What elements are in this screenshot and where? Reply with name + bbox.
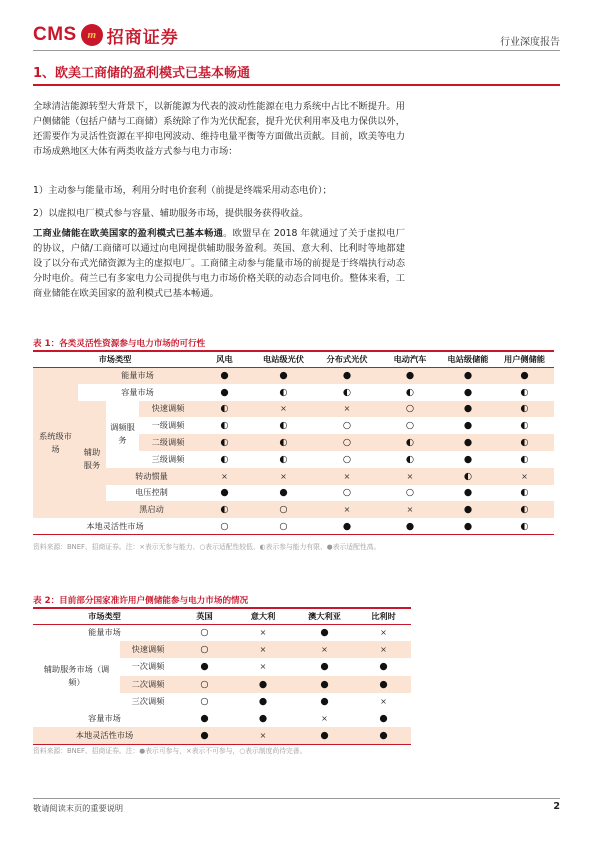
table1-mark: ×: [343, 404, 351, 414]
table1-mark: ×: [406, 505, 414, 515]
table2-mark: ●: [320, 661, 329, 673]
table2-row-label: 一次调频: [131, 661, 165, 672]
table1-mark: ●: [463, 437, 473, 449]
table2-mark: ×: [259, 662, 267, 672]
table2-col-header: 比利时: [371, 610, 396, 621]
table1-mark: ○: [342, 437, 352, 449]
table1-col-header: 电站级光伏: [263, 353, 304, 364]
table2-mark: ○: [200, 644, 209, 656]
table1-mark: ×: [221, 471, 228, 481]
table1-mark: ○: [342, 420, 352, 432]
table2-mark: ●: [258, 713, 268, 725]
table-row: [33, 727, 411, 744]
table1-mark: ●: [405, 520, 415, 532]
table2-mark: ●: [258, 678, 268, 690]
table2-mark: ×: [259, 730, 267, 740]
table1-col-header: 电站级储能: [447, 353, 489, 364]
table1-group-aux: 辅助服务: [78, 401, 106, 519]
table1-row-label: 容量市场: [121, 386, 154, 397]
table-row: [33, 624, 411, 641]
table1-mark: ◐: [220, 420, 229, 432]
table1-mark: ×: [521, 471, 528, 481]
table2-source-note: 资料来源：BNEF、招商证券。注：●表示可参与，×表示不可参与，○表示制度尚待完善。: [33, 747, 307, 755]
table1-mark: ◐: [520, 386, 529, 398]
table1-col-header: 风电: [216, 353, 233, 364]
table1-group-system: 系统级市场: [33, 367, 78, 518]
table1-mark: ○: [220, 520, 229, 532]
paragraph-lead-bold: 工商业储能在欧美国家的盈利模式已基本畅通: [33, 228, 224, 239]
table2-row-label: 二次调频: [131, 678, 165, 689]
table1-mark: ◐: [279, 437, 288, 449]
table1-mark: ●: [220, 487, 229, 499]
paragraph-business-model: [33, 226, 405, 301]
table1-mark: ◐: [405, 386, 415, 398]
table1-col-header: 分布式光伏: [326, 353, 368, 364]
table1-mark: ○: [405, 487, 415, 499]
table2-mark: ●: [320, 695, 329, 707]
list-item-energy-market: 1）主动参与能量市场，利用分时电价套利（前提是终端采用动态电价）；: [33, 185, 332, 196]
table1-mark: ●: [463, 520, 473, 532]
table1-mark: ◐: [520, 453, 529, 465]
table1-mark: ●: [342, 520, 352, 532]
table1-row-label: 电压控制: [135, 487, 168, 498]
table1-mark: ○: [342, 487, 352, 499]
table1-mark: ◐: [520, 504, 529, 516]
table1-mark: ×: [343, 505, 351, 515]
table-row: [33, 485, 554, 502]
table1-mark: ×: [406, 471, 414, 481]
table2-mark: ○: [200, 695, 209, 707]
table1-row-label: 快速调频: [151, 403, 185, 414]
table1-mark: ◐: [220, 453, 229, 465]
table1-mark: ×: [343, 471, 351, 481]
table2-row-label: 能量市场: [88, 627, 121, 638]
table2-mark: ●: [200, 661, 209, 673]
table1-mark: ●: [220, 370, 229, 382]
table2-mark: ×: [380, 645, 387, 655]
table2-row-label: 本地灵活性市场: [75, 729, 134, 740]
table1-row-label: 三级调频: [151, 453, 185, 464]
table1-mark: ◐: [220, 403, 229, 415]
table1-row-label: 转动惯量: [135, 470, 168, 481]
table1: [33, 352, 554, 535]
table-row: [33, 501, 554, 518]
table1-mark: ●: [463, 386, 473, 398]
table1-mark: ○: [405, 420, 415, 432]
table1-mark: ●: [279, 487, 288, 499]
table1-header-row: [33, 352, 554, 367]
table1-header-type: 市场类型: [98, 353, 132, 364]
section-title: 1、欧美工商储的盈利模式已基本畅通: [33, 66, 251, 81]
table1-mark: ●: [342, 370, 352, 382]
table1-mark: ○: [279, 504, 288, 516]
table2-mark: ×: [321, 714, 328, 724]
table2-group-aux: 辅助服务市场（调频）: [33, 641, 120, 710]
paragraph-body: 。欧盟早在 2018 年就通过了关于虚拟电厂的协议，户储/工商储可以通过向电网提供辅助服务盈利。英国、意大利、比利时等地都建设了以分布式光储资源为主的虚拟电厂。工商储主动参与能量市场的前提是于终端执行动态分时电价。荷兰已有多家电力公司提供与电力市场价格关联的动态合同电价。整体来看，工商业储能在欧美国家的盈利模式已基本畅通。: [33, 228, 405, 299]
table2-mark: ×: [259, 645, 267, 655]
table2-mark: ●: [379, 729, 388, 741]
table1-mark: ●: [463, 487, 473, 499]
table1-mark: ◐: [520, 420, 529, 432]
table2-mark: ●: [320, 627, 329, 639]
table1-mark: ◐: [220, 437, 229, 449]
table1-mark: ●: [463, 420, 473, 432]
table1-mark: ×: [280, 471, 287, 481]
table2-title: 表 2：目前部分国家准许用户侧储能参与电力市场的情况: [33, 596, 249, 606]
logo-latin-text: CMS: [33, 24, 77, 45]
logo-chinese-text: 招商证券: [106, 27, 179, 48]
table1-mark: ×: [280, 404, 287, 414]
table2-mark: ●: [258, 695, 268, 707]
logo-badge-icon: [81, 24, 103, 46]
page-number: 2: [553, 801, 560, 812]
table1-row-label: 本地灵活性市场: [86, 520, 144, 531]
table1-mark: ◐: [520, 520, 529, 532]
table2-row-label: 容量市场: [88, 713, 121, 724]
table2-mark: ○: [200, 678, 209, 690]
table1-mark: ●: [463, 403, 473, 415]
table2-mark: ●: [320, 678, 329, 690]
table2-mark: ×: [380, 628, 387, 638]
table2-header-type: 市场类型: [88, 610, 121, 621]
table1-mark: ◐: [279, 420, 288, 432]
table2-mark: ●: [200, 729, 209, 741]
table1-mark: ●: [279, 370, 288, 382]
table1-source-note: 资料来源：BNEF、招商证券。注：×表示无参与能力、○表示适配性较低、◐表示参与能力有限、●表示适配性高。: [33, 543, 381, 551]
table1-title: 表 1：各类灵活性资源参与电力市场的可行性: [33, 339, 206, 349]
table-row: [33, 401, 554, 418]
table2-mark: ×: [380, 696, 387, 706]
table2-col-header: 英国: [196, 610, 213, 621]
table1-mark: ○: [405, 403, 415, 415]
table-row: [33, 710, 411, 727]
table1-mark: ●: [463, 370, 473, 382]
table1-mark: ◐: [279, 386, 288, 398]
table1-row-label: 黑启动: [139, 504, 164, 515]
table1-mark: ○: [279, 520, 288, 532]
table1-mark: ◐: [342, 386, 352, 398]
table1-mark: ◐: [463, 470, 473, 482]
footer-disclaimer: 敬请阅读末页的重要说明: [33, 803, 124, 813]
table-row: [33, 468, 554, 485]
table1-mark: ●: [520, 370, 529, 382]
table1-mark: ◐: [520, 437, 529, 449]
table-row: [33, 518, 554, 535]
table1-mark: ●: [405, 370, 415, 382]
table1-row-label: 能量市场: [121, 370, 154, 381]
report-type-label: 行业深度报告: [500, 37, 560, 48]
section-title-rule: [33, 84, 560, 86]
company-logo: [33, 22, 179, 48]
header-divider: [33, 50, 560, 51]
table2-mark: ●: [320, 729, 329, 741]
table1-mark: ◐: [405, 453, 415, 465]
table2-mark: ●: [379, 713, 388, 725]
list-item-vpp: 2）以虚拟电厂模式参与容量、辅助服务市场，提供服务获得收益。: [33, 208, 309, 219]
table1-mark: ◐: [520, 487, 529, 499]
table2-mark: ●: [379, 661, 388, 673]
table1-mark: ◐: [279, 453, 288, 465]
table1-mark: ●: [463, 504, 473, 516]
table1-mark: ●: [220, 386, 229, 398]
table2-mark: ×: [321, 645, 328, 655]
table2-mark: ○: [200, 627, 209, 639]
table2-col-header: 意大利: [250, 610, 276, 621]
table2-mark: ●: [200, 713, 209, 725]
table-row: [33, 367, 554, 384]
table-row: [33, 641, 411, 658]
table1-col-header: 用户侧储能: [504, 353, 545, 364]
table1-mark: ◐: [520, 403, 529, 415]
table-row: [33, 384, 554, 401]
table2-mark: ×: [259, 628, 267, 638]
footer-divider: [33, 798, 560, 799]
table1-mark: ●: [463, 453, 473, 465]
table2-row-label: 快速调频: [131, 644, 165, 655]
table1-row-label: 一级调频: [151, 420, 185, 431]
table2: [33, 609, 411, 745]
table2-header-row: [33, 609, 411, 624]
table1-group-regulation: 调频服务: [106, 401, 139, 468]
table2-row-label: 三次调频: [131, 695, 165, 706]
table1-col-header: 电动汽车: [393, 353, 427, 364]
table1-mark: ○: [342, 453, 352, 465]
table1-mark: ◐: [220, 504, 229, 516]
table2-col-header: 澳大利亚: [308, 610, 341, 621]
logo-badge-text: m: [87, 29, 97, 41]
table1-mark: ◐: [405, 437, 415, 449]
paragraph-intro: 全球清洁能源转型大背景下，以新能源为代表的波动性能源在电力系统中占比不断提升。用户侧储能（包括户储与工商储）系统除了作为光伏配套，提升光伏利用率及电力保供以外，还需要作为灵活性资源在平抑电网波动、维持电量平衡等方面做出贡献。目前，欧美等电力市场成熟地区大体有两类收益方式参与电力市场：: [33, 101, 405, 157]
table2-mark: ●: [379, 678, 388, 690]
table1-row-label: 二级调频: [151, 437, 185, 448]
